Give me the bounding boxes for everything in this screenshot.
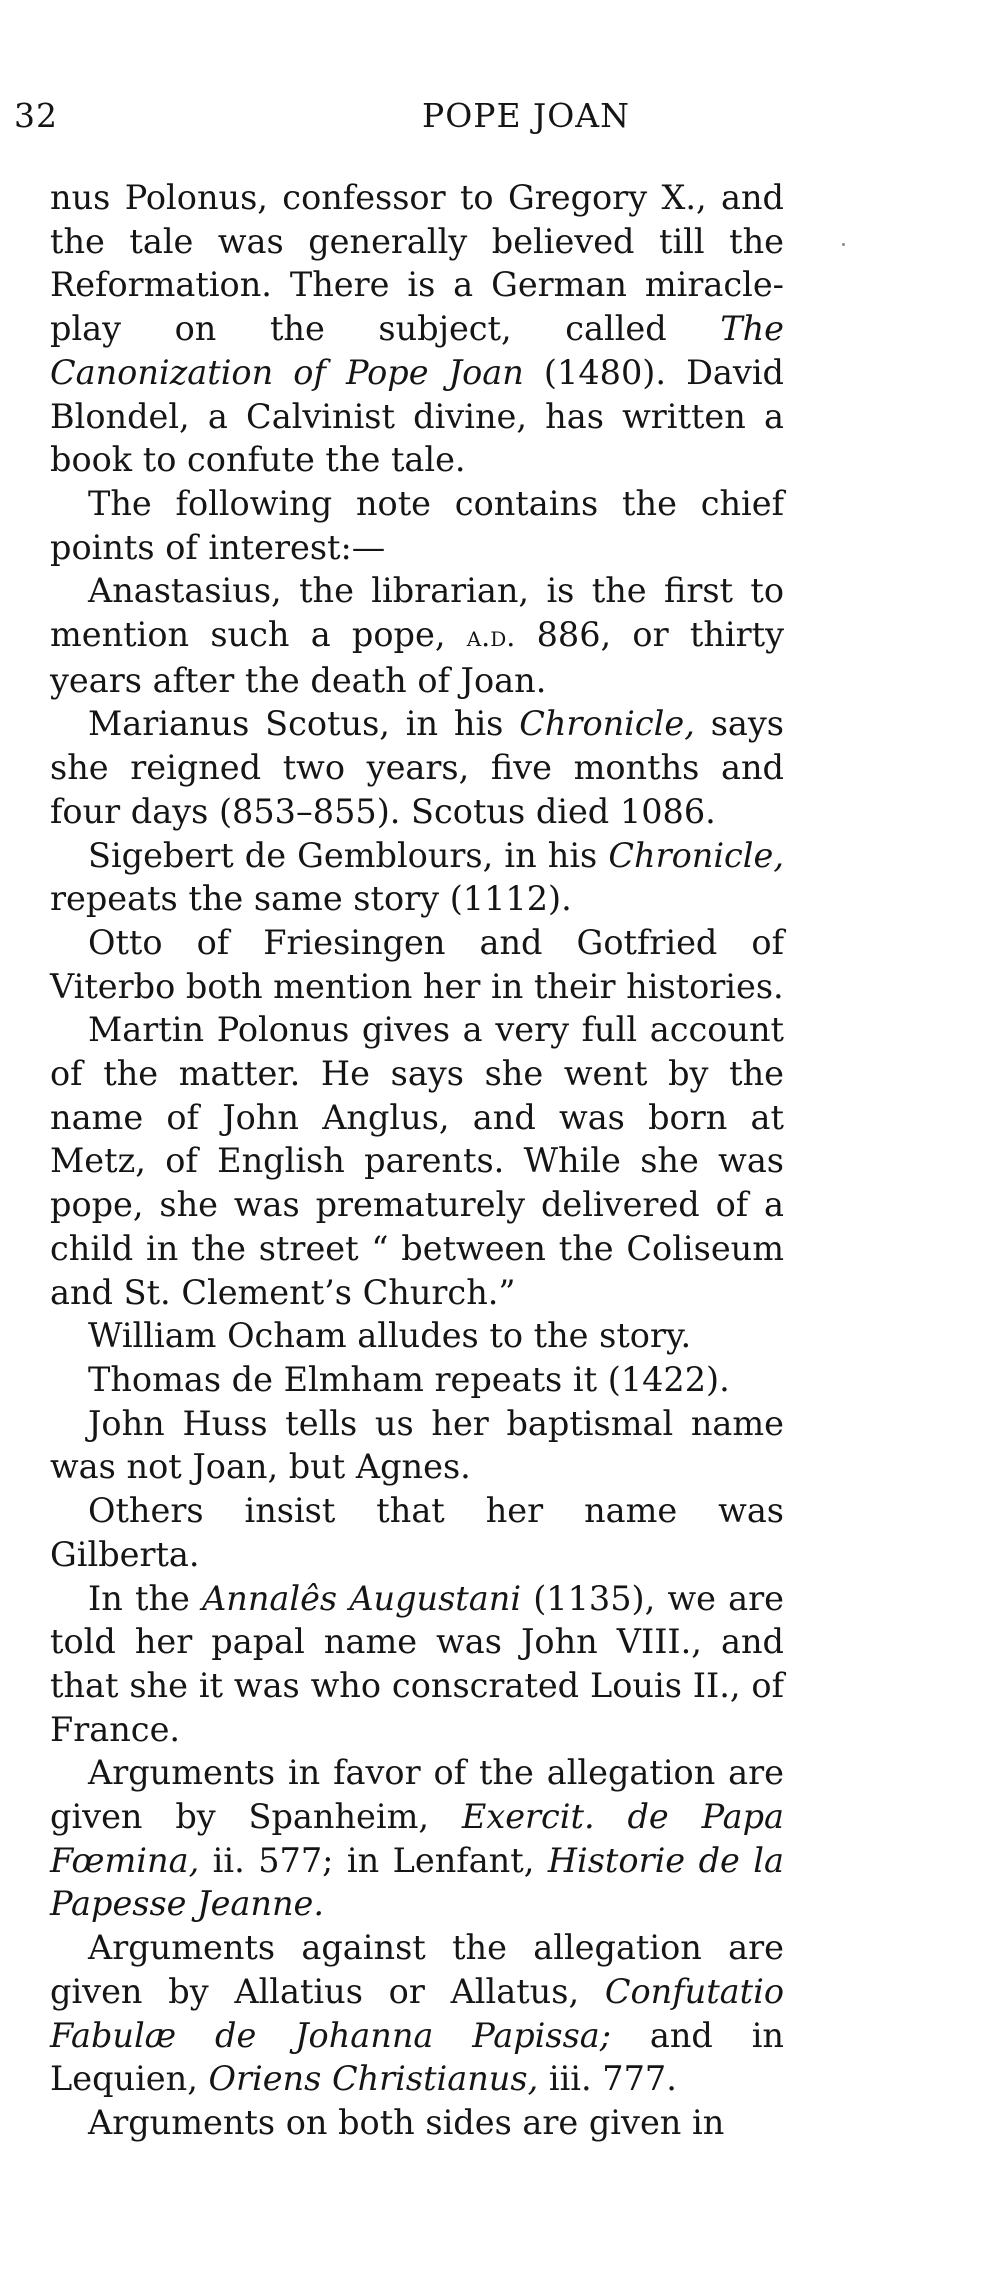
text-run: 886, or thirty years after the death of Joan.: [50, 615, 785, 700]
text-run: Arguments against the allegation are given by Allatius or Allatus,: [50, 1928, 784, 2011]
paragraph: [50, 1577, 784, 1752]
text-run: Martin Polonus gives a very full account of the matter. He says she went by the name of John Anglus, and was born at Metz, of English parents. While she was pope, she was prematurely delivered of a child in the street “ between the Coliseum and St. Clement’s Church.”: [50, 1010, 784, 1312]
text-run: ii. 577; in Lenfant,: [199, 1840, 548, 1880]
text-run: (1480). David Blondel, a Calvinist divine, has written a book to confute the tale.: [50, 352, 784, 480]
text-run: Arguments in favor of the allegation are given by Spanheim,: [50, 1753, 784, 1837]
paragraph: [50, 2101, 784, 2145]
paragraph: [50, 1402, 784, 1489]
text-run: and in Lequien,: [50, 2015, 784, 2099]
italic-text: Confutatio Fabulæ de Johanna Papissa;: [50, 1971, 784, 2055]
text-run: Thomas de Elmham repeats it (1422).: [88, 1359, 730, 1399]
running-title: POPE JOAN: [421, 96, 631, 135]
italic-text: Oriens Christianus,: [208, 2059, 539, 2099]
paragraph: [50, 1008, 784, 1314]
paragraph: [50, 1358, 784, 1402]
text-run: Otto of Friesingen and Gotfried of Viterbo both mention her in their histories.: [50, 922, 784, 1006]
paragraph: [50, 569, 784, 702]
page-number: 32: [14, 96, 58, 135]
italic-text: Chronicle,: [608, 835, 784, 875]
text-run: Anastasius, the librarian, is the first to mention such a pope,: [50, 571, 784, 655]
italic-text: Historie de la Papesse Jeanne.: [50, 1840, 784, 1924]
italic-text: Exercit. de Papa Fœmina,: [50, 1797, 785, 1880]
paragraph: [50, 1926, 784, 2101]
page-body: [50, 176, 784, 2145]
paragraph: [50, 482, 784, 569]
paragraph: [50, 176, 784, 482]
text-run: Marianus Scotus, in his: [88, 704, 520, 744]
text-run: nus Polonus, confessor to Gregory X., and the tale was generally believed till the Reformation. There is a German miracle-play on the subject, called: [50, 178, 784, 349]
paragraph: [50, 921, 784, 1008]
text-run: Sigebert de Gemblours, in his: [88, 835, 609, 875]
italic-text: Annalês Augustani: [202, 1578, 522, 1618]
text-run: Arguments on both sides are given in: [88, 2102, 725, 2142]
paragraph: [50, 702, 784, 833]
paragraph: [50, 834, 784, 921]
text-run: In the: [88, 1578, 203, 1618]
text-run: William Ocham alludes to the story.: [88, 1316, 692, 1356]
text-run: Others insist that her name was Gilberta.: [50, 1491, 784, 1574]
paragraph: [50, 1489, 784, 1576]
italic-text: Chronicle,: [519, 704, 695, 744]
text-run: (1135), we are told her papal name was John VIII., and that she it was who conscrated Louis II., of France.: [50, 1578, 784, 1749]
text-run: John Huss tells us her baptismal name was not Joan, but Agnes.: [50, 1403, 784, 1487]
text-run: The following note contains the chief points of interest:—: [50, 483, 784, 567]
italic-text: The Canonization of Pope Joan: [50, 309, 784, 392]
text-run: iii. 777.: [538, 2059, 677, 2099]
paragraph: [50, 1314, 784, 1358]
print-speck: [842, 243, 845, 246]
text-run: repeats the same story (1112).: [50, 879, 572, 919]
paragraph: [50, 1751, 784, 1926]
text-run: says she reigned two years, five months and four days (853–855). Scotus died 1086.: [50, 704, 784, 831]
small-caps-text: a.d.: [466, 620, 516, 654]
